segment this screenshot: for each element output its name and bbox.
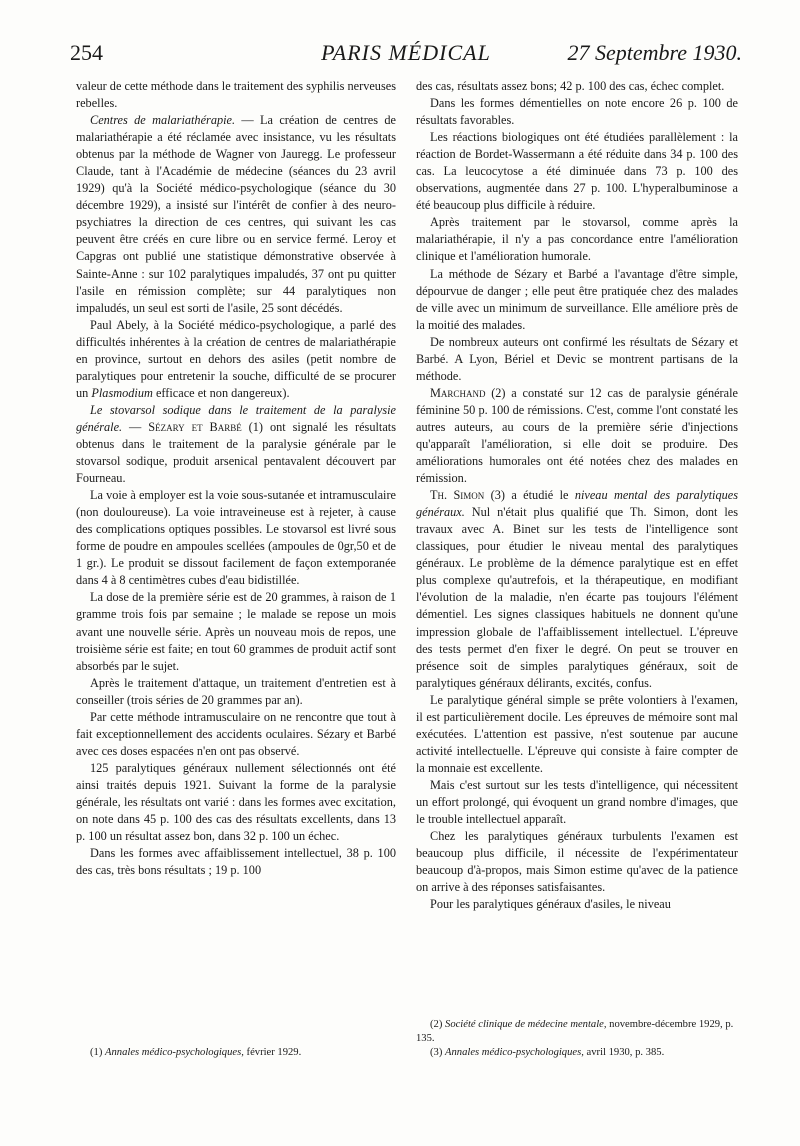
paragraph-stovarsol: Le stovarsol sodique dans le traitement de la paralysie générale. — Sézary et Barbé (1) ont signalé les résultats obtenus dans le traitement de la paralysie générale par le stovarsol sodique, produit arsenical pentavalent découvert par Fourneau. [76, 402, 396, 486]
section-heading: niveau mental des paralytiques généraux. [416, 488, 739, 520]
paragraph: La dose de la première série est de 20 grammes, à raison de 1 gramme trois fois par semaine ; le malade se repose un mois avant une nouvelle série. Après un nouveau mois de repos, une troisième série est faite; en tout 60 grammes de produit actif sont absorbés par le sujet. [76, 590, 396, 673]
footnote-2: (2) Société clinique de médecine mentale, novembre-décembre 1929, p. 135. [416, 1019, 734, 1044]
author-name: Sézary et Barbé [148, 419, 242, 434]
footnote-1: (1) Annales médico-psychologiques, février 1929. [90, 1047, 302, 1058]
paragraph: Après le traitement d'attaque, un traitement d'entretien est à conseiller (trois séries de 20 grammes par an). [76, 675, 396, 707]
paragraph: 125 paralytiques généraux nullement sélectionnés ont été ainsi traités depuis 1921. Suivant la forme de la paralysie générale, les résultats ont varié : dans les formes avec excitation, on note dans 45 p. 100 des cas des résultats excellents, dans 13 p. 100 un résultat assez bon, dans 32 p. 100 un échec. [76, 760, 396, 844]
paragraph-simon: Th. Simon (3) a étudié le niveau mental des paralytiques généraux. Nul n'était plus qualifié que Th. Simon, dont les travaux avec A. Binet sur les tests de l'intelligence sont classiques, pour étudier le niveau mental des paralytiques généraux. Le problème de la démence paralytique est en effet plus complexe qu'autrefois, et la thérapeutique, en modifiant l'évolution de la maladie, n'en écarte pas toujours l'élément démentiel. Les signes classiques habituels ne donnent qu'une impression globale de l'affaiblissement intellectuel. L'épreuve des tests permet d'en fixer le degré. On peut se trouver en présence soit de simples paralytiques généraux, soit de paralytiques généraux délirants, excités, confus. [416, 488, 739, 690]
paragraph: valeur de cette méthode dans le traitement des syphilis nerveuses rebelles. [76, 79, 396, 111]
paragraph-marchand: Marchand (2) a constaté sur 12 cas de paralysie générale féminine 50 p. 100 de rémissions. C'est, comme l'ont constaté les autres auteurs, au cours de la première série d'injections qu'apparaît l'amélioration, si elle doit se produire. Des améliorations humorales ont été notées chez des malades en rémission. [416, 385, 738, 486]
journal-title: PARIS MÉDICAL [321, 40, 491, 65]
left-column [76, 78, 396, 879]
paragraph: La méthode de Sézary et Barbé a l'avantage d'être simple, dépourvue de danger ; elle peut être pratiquée chez des malades de ville avec un minimum de surveillance. Elle améliore près de la moitié des malades. [416, 266, 738, 332]
issue-date: 27 Septembre 1930. [567, 40, 742, 65]
section-heading: Centres de malariathérapie. [90, 113, 236, 128]
page-number: 254 [70, 40, 103, 65]
paragraph: Mais c'est surtout sur les tests d'intelligence, qui nécessitent un effort prolongé, qui évoquent un grand nombre d'images, que le trouble intellectuel apparaît. [416, 777, 738, 827]
paragraph-malariatherapie: Centres de malariathérapie. — La création de centres de malariathérapie a été réclamée avec insistance, vu les résultats obtenus par la méthode de Wagner von Jauregg. Le professeur Claude, tant à l'Académie de médecine (séances du 23 avril 1929) qu'à la Société médico-psychologique (séance du 30 décembre 1929), a insisté sur l'intérêt de confier à des neuro-psychiatres la direction de ces centres, qui suivant les cas peuvent être créés en cure libre ou en service fermé. Leroy et Capgras ont publié une statistique démonstrative observée à Sainte-Anne : sur 102 paralytiques impaludés, 37 ont pu quitter l'asile en rémission complète; sur 44 paralytiques non impaludés, un seul est sorti de l'asile, 25 sont décédés. [76, 113, 396, 315]
author-name: Th. Simon [430, 488, 485, 503]
paragraph: Chez les paralytiques généraux turbulents l'examen est beaucoup plus difficile, il nécessite de l'expérimentateur beaucoup d'à-propos, mais Simon estime qu'avec de la patience on arrive à des réponses satisfaisantes. [416, 829, 738, 895]
paragraph: des cas, résultats assez bons; 42 p. 100 des cas, échec complet. [416, 79, 725, 93]
paragraph: Dans les formes démentielles on note encore 26 p. 100 de résultats favorables. [416, 96, 738, 128]
paragraph: Le paralytique général simple se prête volontiers à l'examen, il est particulièrement docile. Les épreuves de mémoire sont mal exécutées. L'attention est passive, n'est soutenue par aucune activité intellectuelle. L'épreuve qui consiste à faire compter de la monnaie est excellente. [416, 692, 738, 775]
paragraph: La voie à employer est la voie sous-sutanée et intramusculaire (non douloureuse). La voie intraveineuse est à rejeter, à cause des complications optiques possibles. Le stovarsol est livré sous forme de poudre en ampoules scellées (ampoules de 0gr,50 et de 1 gr.). Le produit se dissout facilement de façon extemporanée dans 4 à 8 centimètres cubes d'eau bidistillée. [76, 488, 396, 588]
author-name: Marchand [430, 385, 486, 400]
section-heading: Le stovarsol sodique dans le traitement de la paralysie générale. [76, 402, 396, 434]
right-column [416, 78, 738, 913]
paragraph: Après traitement par le stovarsol, comme après la malariathérapie, il n'y a pas concordance entre l'amélioration clinique et l'amélioration humorale. [416, 215, 738, 264]
paragraph: Les réactions biologiques ont été étudiées parallèlement : la réaction de Bordet-Wassermann a été réduite dans 34 p. 100 des cas. La leucocytose a été diminuée dans 73 p. 100 des observations, augmentée dans 27 p. 100. L'hyperalbuminose a été beaucoup plus difficile à réduire. [416, 130, 738, 213]
footnote-3: (3) Annales médico-psychologiques, avril 1930, p. 385. [430, 1047, 665, 1058]
paragraph: Par cette méthode intramusculaire on ne rencontre que tout à fait exceptionnellement des accidents oculaires. Sézary et Barbé avec ces doses espacées n'en ont pas observé. [76, 709, 396, 758]
paragraph: Dans les formes avec affaiblissement intellectuel, 38 p. 100 des cas, très bons résultats ; 19 p. 100 [76, 846, 396, 878]
paragraph: De nombreux auteurs ont confirmé les résultats de Sézary et Barbé. A Lyon, Bériel et Devic se montrent partisans de la méthode. [416, 334, 738, 383]
paragraph: Paul Abely, à la Société médico-psychologique, a parlé des difficultés inhérentes à la création de centres de malariathérapie en province, surtout en dehors des asiles (petit nombre de paralytiques pour entretenir la souche, difficulté de se procurer un Plasmodium efficace et non dangereux). [76, 317, 396, 400]
page-header [70, 40, 742, 70]
footnotes-right [416, 1018, 738, 1060]
paragraph: Pour les paralytiques généraux d'asiles, le niveau [430, 897, 671, 912]
footnotes-left [76, 1046, 396, 1060]
